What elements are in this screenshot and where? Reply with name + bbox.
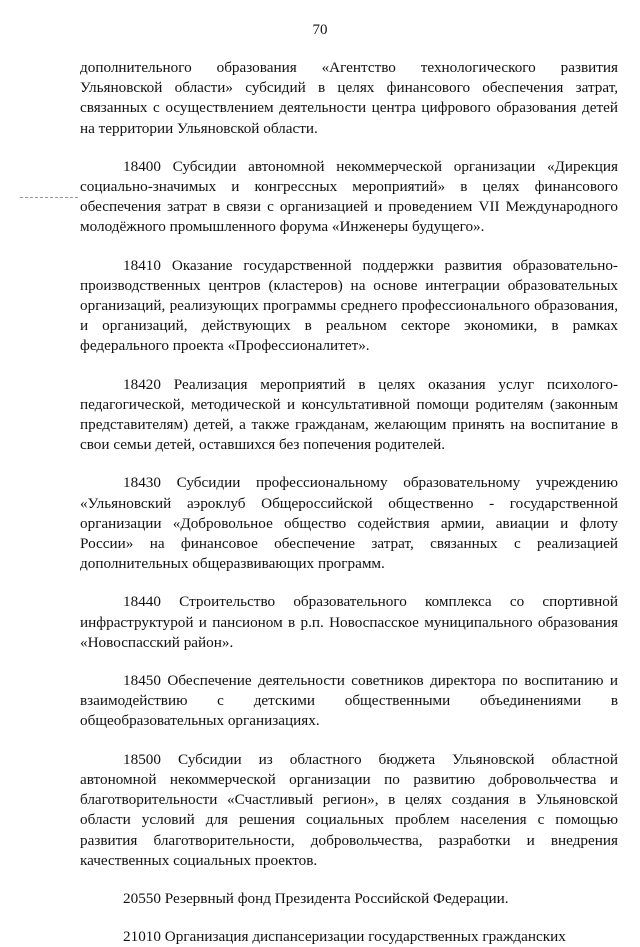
paragraph-20550: 20550 Резервный фонд Президента Российской Федерации.	[123, 889, 509, 907]
paragraph-continuation: дополнительного образования «Агентство технологического развития Ульяновской области» субсидий в целях финансового обеспечения затрат, связанных с осуществлением деятельности центра цифрового образования детей на территории Ульяновской области.	[80, 59, 618, 137]
paragraph-18410: 18410 Оказание государственной поддержки развития образовательно-производственных центров (кластеров) на основе интеграции образовательных организаций, реализующих программы среднего профессионального образования, и организаций, действующих в реальном секторе экономики, в рамках федерального проекта «Профессионалитет».	[80, 256, 618, 355]
paragraph-18450: 18450 Обеспечение деятельности советников директора по воспитанию и взаимодействию с детскими общественными объединениями в общеобразовательных организациях.	[80, 672, 618, 730]
margin-mark	[20, 197, 78, 198]
paragraph-18420: 18420 Реализация мероприятий в целях оказания услуг психолого-педагогической, методической и консультативной помощи родителям (законным представителям) детей, а также гражданам, желающим принять на воспитание в свои семьи детей, оставшихся без попечения родителей.	[80, 375, 618, 454]
document-body	[80, 58, 618, 947]
paragraph-18400: 18400 Субсидии автономной некоммерческой организации «Дирекция социально-значимых и конгрессных мероприятий» в целях финансового обеспечения затрат в связи с организацией и проведением VII Международного молодёжного промышленного форума «Инженеры будущего».	[80, 157, 618, 236]
paragraph-18440: 18440 Строительство образовательного комплекса со спортивной инфраструктурой и пансионом в р.п. Новоспасское муниципального образования «Новоспасский район».	[80, 593, 618, 651]
paragraph-18500: 18500 Субсидии из областного бюджета Ульяновской областной автономной некоммерческой организации по развитию добровольчества и благотворительности «Счастливый регион», в целях создания в Ульяновской области условий для решения социальных проблем населения с помощью развития благотворительности, добровольчества, разработки и внедрения качественных социальных проектов.	[80, 750, 618, 869]
paragraph-18430: 18430 Субсидии профессиональному образовательному учреждению «Ульяновский аэроклуб Общероссийской общественно - государственной организации «Добровольное общество содействия армии, авиации и флоту России» на финансовое обеспечение затрат, связанных с реализацией дополнительных общеразвивающих программ.	[80, 474, 618, 573]
paragraph-21010: 21010 Организация диспансеризации государственных гражданских	[123, 928, 566, 946]
page-number: 70	[312, 22, 328, 38]
